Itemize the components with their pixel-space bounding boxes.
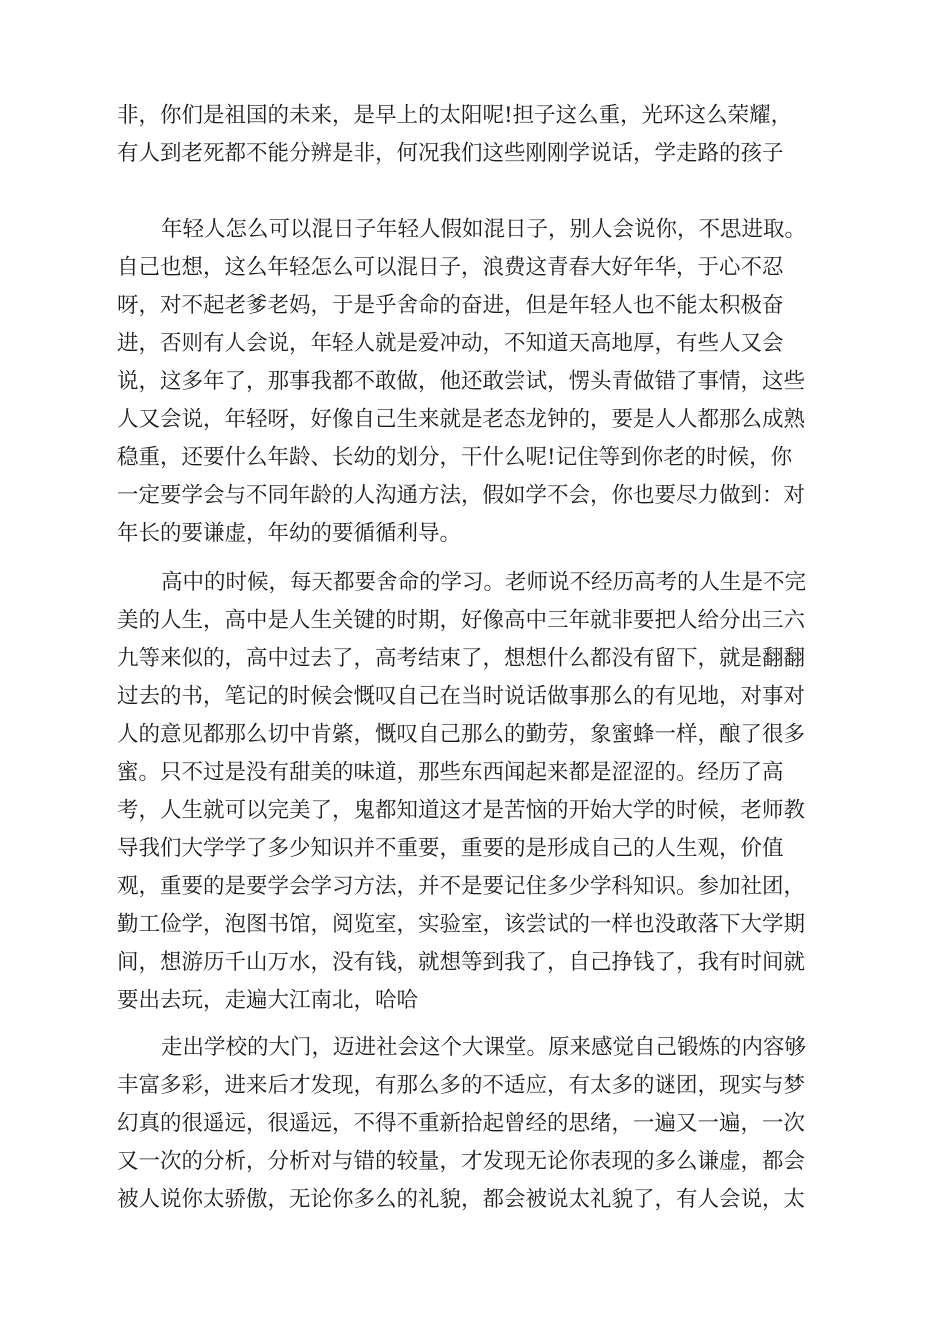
text-line: 幻真的很遥远，很遥远，不得不重新拾起曾经的思绪，一遍又一遍，一次 bbox=[117, 1111, 806, 1136]
text-line: 人的意见都那么切中肯綮，慨叹自己那么的勤劳，象蜜蜂一样，酿了很多 bbox=[117, 722, 806, 747]
text-line: 呀，对不起老爹老妈，于是乎舍命的奋进，但是年轻人也不能太积极奋 bbox=[117, 293, 784, 318]
text-line: 有人到老死都不能分辨是非，何况我们这些刚刚学说话，学走路的孩子 bbox=[117, 141, 784, 166]
text-line: 年长的要谦虚，年幼的要循循利导。 bbox=[117, 521, 462, 546]
text-line: 自己也想，这么年轻怎么可以混日子，浪费这青春大好年华，于心不忍 bbox=[117, 255, 784, 280]
text-line: 又一次的分析，分析对与错的较量，才发现无论你表现的多么谦虚，都会 bbox=[117, 1149, 806, 1174]
text-line: 蜜。只不过是没有甜美的味道，那些东西闻起来都是涩涩的。经历了高 bbox=[117, 760, 784, 785]
paragraph-1 bbox=[117, 97, 837, 173]
text-line: 导我们大学学了多少知识并不重要，重要的是形成自己的人生观，价值 bbox=[117, 836, 784, 861]
text-line: 勤工俭学，泡图书馆，阅览室，实验室，该尝试的一样也没敢落下大学期 bbox=[117, 912, 806, 937]
text-line: 年轻人怎么可以混日子年轻人假如混日子，别人会说你，不思进取。 bbox=[161, 217, 807, 242]
text-line: 观，重要的是要学会学习方法，并不是要记住多少学科知识。参加社团， bbox=[117, 874, 806, 899]
text-line: 说，这多年了，那事我都不敢做，他还敢尝试，愣头青做错了事情，这些 bbox=[117, 369, 806, 394]
text-line: 要出去玩，走遍大江南北，哈哈 bbox=[117, 988, 419, 1013]
text-line: 进，否则有人会说，年轻人就是爱冲动，不知道天高地厚，有些人又会 bbox=[117, 331, 784, 356]
text-line: 美的人生，高中是人生关键的时期，好像高中三年就非要把人给分出三六 bbox=[117, 608, 806, 633]
text-line: 高中的时候，每天都要舍命的学习。老师说不经历高考的人生是不完 bbox=[161, 570, 807, 595]
text-line: 非，你们是祖国的未来，是早上的太阳呢!担子这么重，光环这么荣耀， bbox=[117, 103, 793, 128]
text-line: 九等来似的，高中过去了，高考结束了，想想什么都没有留下，就是翻翻 bbox=[117, 646, 806, 671]
text-line: 一定要学会与不同年龄的人沟通方法，假如学不会，你也要尽力做到：对 bbox=[117, 483, 806, 508]
text-line: 人又会说，年轻呀，好像自己生来就是老态龙钟的，要是人人都那么成熟 bbox=[117, 407, 806, 432]
paragraph-4 bbox=[117, 1029, 837, 1219]
paragraph-3 bbox=[117, 564, 837, 1020]
text-line: 稳重，还要什么年龄、长幼的划分，干什么呢!记住等到你老的时候，你 bbox=[117, 445, 793, 470]
text-line: 过去的书，笔记的时候会慨叹自己在当时说话做事那么的有见地，对事对 bbox=[117, 684, 806, 709]
paragraph-2 bbox=[117, 211, 837, 553]
text-line: 考，人生就可以完美了，鬼都知道这才是苦恼的开始大学的时候，老师教 bbox=[117, 798, 806, 823]
text-line: 间，想游历千山万水，没有钱，就想等到我了，自己挣钱了，我有时间就 bbox=[117, 950, 806, 975]
text-line: 丰富多彩，进来后才发现，有那么多的不适应，有太多的谜团，现实与梦 bbox=[117, 1073, 806, 1098]
text-line: 走出学校的大门，迈进社会这个大课堂。原来感觉自己锻炼的内容够 bbox=[161, 1035, 807, 1060]
text-line: 被人说你太骄傲，无论你多么的礼貌，都会被说太礼貌了，有人会说，太 bbox=[117, 1187, 806, 1212]
